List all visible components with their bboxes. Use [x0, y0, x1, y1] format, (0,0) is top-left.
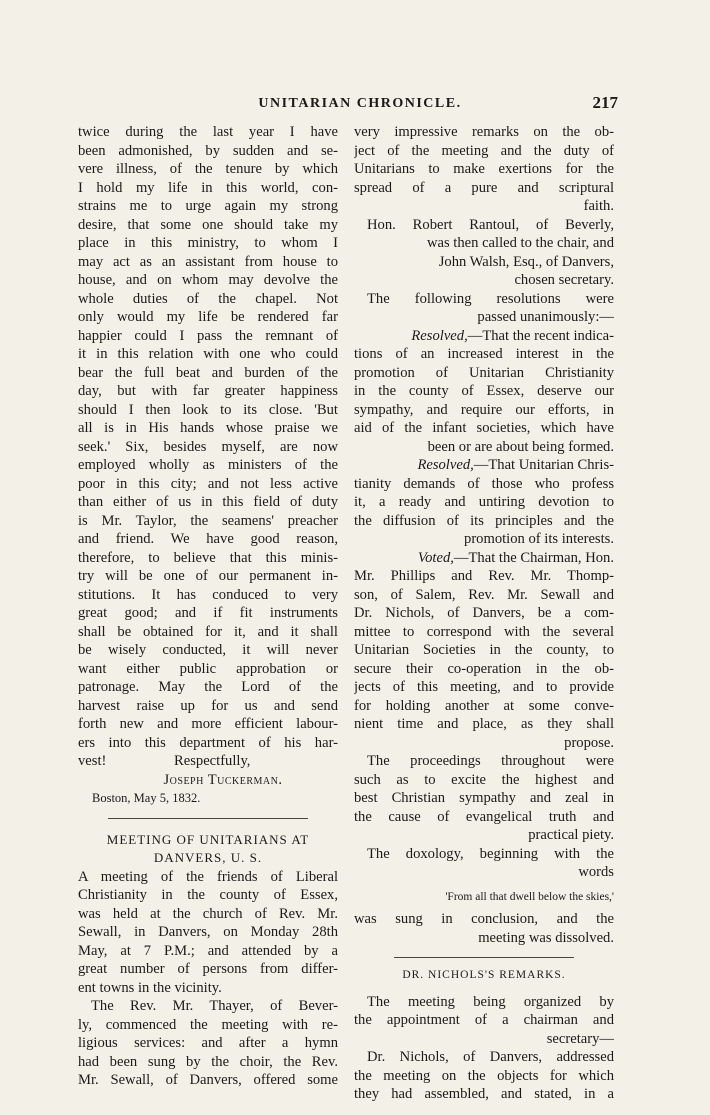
text-line: twice during the last year I have — [78, 124, 338, 140]
text-line: the meeting on the objects for which — [354, 1067, 614, 1084]
text-line: Mr. Sewall, of Danvers, offered some — [78, 1072, 338, 1088]
text-line: Mr. Phillips and Rev. Mr. Thomp- — [354, 568, 614, 584]
text-line: for holding another at some conve- — [354, 697, 614, 714]
page-number: 217 — [592, 93, 618, 112]
text-line: meeting was dissolved. — [478, 929, 614, 946]
text-line: all is in His hands whose praise we — [78, 420, 338, 436]
text-line-end: vest! — [78, 753, 107, 769]
text-line: practical piety. — [528, 827, 614, 843]
text-line: promotion of Unitarian Christianity — [354, 364, 614, 381]
text-line: bear the full beat and burden of the — [78, 364, 338, 381]
text-line: vere illness, of the tenure by which — [78, 161, 338, 177]
section-divider — [394, 957, 574, 958]
text-line: John Walsh, Esq., of Danvers, — [438, 253, 614, 270]
text-line: tions of an increased interest in the — [354, 346, 614, 362]
text-line: may act as an assistant from house to — [78, 253, 338, 270]
text-line: ly, commenced the meeting with re- — [78, 1016, 338, 1033]
text-line: place in this ministry, to whom I — [78, 235, 338, 251]
resolution-text: —That Unitarian Chris- — [473, 457, 614, 473]
resolution-text: —That the recent indica- — [467, 327, 614, 344]
text-line: had been sung by the choir, the Rev. — [78, 1053, 338, 1070]
text-line: the cause of evangelical truth and — [354, 808, 614, 825]
text-line: Dr. Nichols, of Danvers, addressed — [367, 1049, 614, 1065]
text-line: ers into this department of his har- — [78, 734, 338, 751]
resolution-text: —That the Chairman, Hon. — [453, 549, 614, 566]
text-line: is Mr. Taylor, the seamens' preacher — [78, 512, 338, 529]
text-line: poor in this city; and not less active — [78, 475, 338, 492]
text-line: ent towns in the vicinity. — [78, 979, 222, 996]
text-line: very impressive remarks on the ob- — [354, 124, 614, 140]
text-line: harvest raise up for us and send — [78, 697, 338, 714]
text-line: The doxology, beginning with the — [367, 845, 614, 862]
text-line: the appointment of a chairman and — [354, 1012, 614, 1028]
text-line: Unitarians to make exertions for the — [354, 161, 614, 177]
text-line: aid of the infant societies, which have — [354, 420, 614, 436]
resolution-line — [354, 456, 614, 475]
text-line: desire, that some one should take my — [78, 216, 338, 233]
text-line: Sewall, in Danvers, on Monday 28th — [78, 924, 338, 940]
text-line: the diffusion of its principles and the — [354, 512, 614, 529]
text-line: Hon. Robert Rantoul, of Beverly, — [367, 216, 614, 233]
text-line: May, at 7 P.M.; and attended by a — [78, 942, 338, 959]
text-line: great good; and if fit instruments — [78, 605, 338, 621]
text-line: A meeting of the friends of Liberal — [78, 868, 338, 885]
text-line: strains me to urge again my strong — [78, 198, 338, 214]
text-line: therefore, to believe that this minis- — [78, 549, 338, 566]
text-line: shall be obtained for it, and it shall — [78, 623, 338, 640]
text-line: was held at the church of Rev. Mr. — [78, 905, 338, 922]
text-line: was sung in conclusion, and the — [354, 911, 614, 927]
text-line: it in this relation with one who could — [78, 346, 338, 362]
text-line: want either public approbation or — [78, 660, 338, 677]
running-title: UNITARIAN CHRONICLE. — [258, 96, 462, 111]
text-line: they had assembled, and stated, in a — [354, 1086, 614, 1102]
text-line: been or are about being formed. — [427, 438, 614, 455]
letter-body — [78, 123, 338, 808]
text-line: forth new and more efficient labour- — [78, 716, 338, 732]
section-divider — [108, 818, 308, 819]
text-line: secure their co-operation in the ob- — [354, 660, 614, 677]
text-line: it, a ready and untiring devotion to — [354, 494, 614, 510]
text-line: The meeting being organized by — [367, 993, 614, 1010]
text-line: been admonished, by sudden and se- — [78, 142, 338, 159]
meeting-report — [78, 868, 338, 1090]
text-line: happier could I pass the remnant of — [78, 327, 338, 344]
text-line: stitutions. It has conduced to very — [78, 586, 338, 603]
text-line: such as to excite the highest and — [354, 771, 614, 788]
resolution-line — [354, 327, 614, 346]
text-line: words — [578, 864, 614, 880]
text-line: The Rev. Mr. Thayer, of Bever- — [91, 998, 338, 1014]
resolution-line — [354, 549, 614, 568]
text-line: be wisely conducted, it will never — [78, 642, 338, 658]
text-line: day, but with far greater happiness — [78, 383, 338, 399]
text-line: than either of us in this field of duty — [78, 494, 338, 510]
signature: Joseph Tuckerman. — [163, 771, 283, 788]
text-line: faith. — [583, 198, 614, 214]
text-line: seek.' Six, besides myself, are now — [78, 438, 338, 455]
text-line: passed unanimously:— — [477, 309, 614, 325]
text-line: ject of the meeting and the duty of — [354, 142, 614, 159]
text-line: sympathy, and require our efforts, in — [354, 401, 614, 418]
text-line — [78, 752, 338, 771]
text-line: was then called to the chair, and — [426, 235, 614, 251]
text-line: tianity demands of those who profess — [354, 475, 614, 492]
text-line: nient time and place, as they shall — [354, 716, 614, 732]
text-line: mittee to correspond with the several — [354, 623, 614, 640]
dateline: Boston, May 5, 1832. — [92, 791, 201, 805]
text-line: best Christian sympathy and zeal in — [354, 790, 614, 806]
text-line: house, and on whom may devolve the — [78, 272, 338, 288]
right-column — [354, 123, 614, 1104]
hymn-quote: 'From all that dwell below the skies,' — [445, 890, 614, 903]
text-line: Dr. Nichols, of Danvers, be a com- — [354, 605, 614, 621]
text-line: spread of a pure and scriptural — [354, 179, 614, 196]
text-line: employed wholly as ministers of the — [78, 457, 338, 473]
section-heading: DANVERS, U. S. — [153, 850, 263, 865]
text-line: Unitarian Societies in the county, to — [354, 642, 614, 658]
text-line: only would my life be rendered far — [78, 309, 338, 325]
text-line: whole duties of the chapel. Not — [78, 290, 338, 307]
closing: Respectfully, — [174, 753, 251, 769]
voted-label: Voted, — [417, 549, 454, 566]
text-line: promotion of its interests. — [464, 531, 614, 547]
text-line: in the county of Essex, deserve our — [354, 383, 614, 399]
text-line: and friend. We have good reason, — [78, 531, 338, 547]
resolved-label: Resolved, — [417, 457, 474, 473]
resolved-label: Resolved, — [411, 327, 468, 344]
text-line: ligious services: and after a hymn — [78, 1035, 338, 1051]
text-line: The proceedings throughout were — [367, 753, 614, 769]
section-heading: DR. NICHOLS'S REMARKS. — [402, 969, 566, 981]
section-heading: MEETING OF UNITARIANS AT — [106, 831, 310, 847]
text-line: should I then look to its close. 'But — [78, 401, 338, 418]
text-line: jects of this meeting, and to provide — [354, 679, 614, 695]
text-line: propose. — [564, 734, 614, 751]
text-line: I hold my life in this world, con- — [78, 179, 338, 196]
text-line: son, of Salem, Rev. Mr. Sewall and — [354, 586, 614, 603]
text-line: chosen secretary. — [514, 272, 614, 288]
text-line: Christianity in the county of Essex, — [78, 887, 338, 903]
text-line: The following resolutions were — [367, 290, 614, 307]
text-line: patronage. May the Lord of the — [78, 679, 338, 695]
text-line: great number of persons from differ- — [78, 961, 338, 977]
text-line: secretary— — [546, 1030, 614, 1047]
left-column — [78, 123, 338, 1090]
text-line: try will be one of our permanent in- — [78, 568, 338, 584]
